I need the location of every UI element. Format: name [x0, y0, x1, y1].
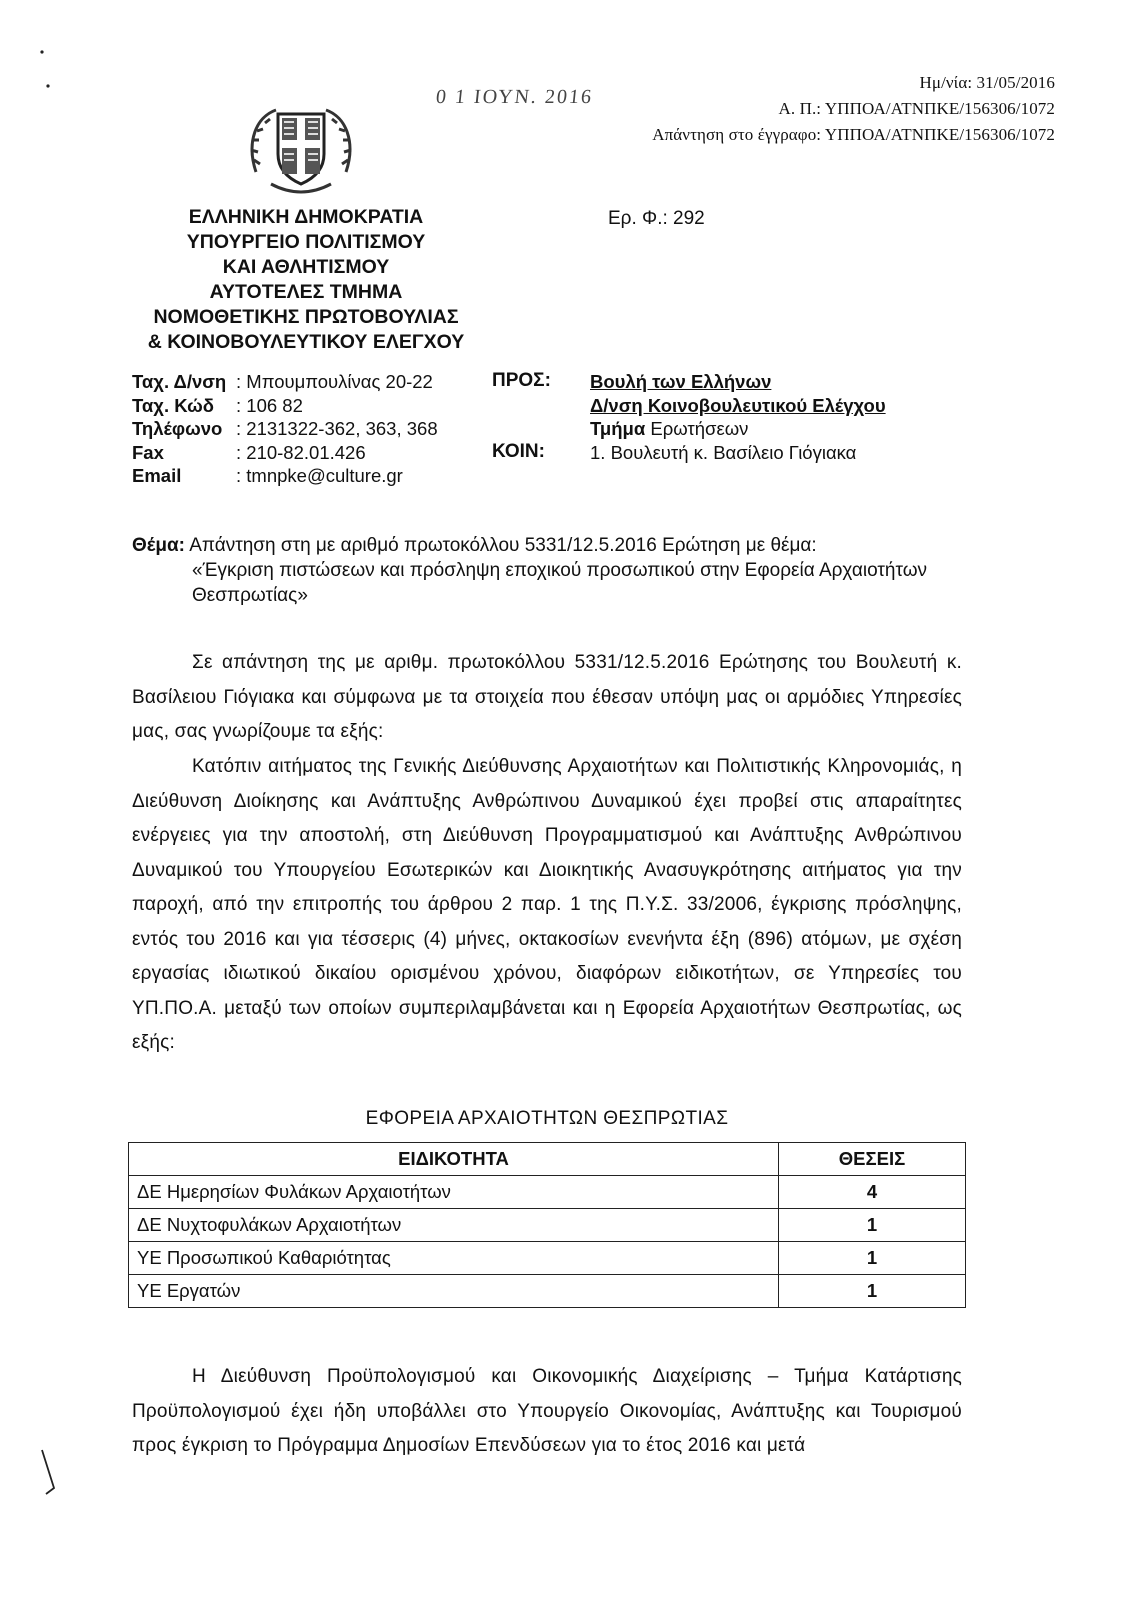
body-paragraph-1 [132, 646, 962, 750]
recipient-parliament: Βουλή των Ελλήνων [590, 371, 772, 392]
postal-code-label: Ταχ. Κώδ [132, 394, 215, 416]
address-label: Ταχ. Δ/νση [132, 371, 227, 392]
ministry-line: ΝΟΜΟΘΕΤΙΚΗΣ ΠΡΩΤΟΒΟΥΛΙΑΣ [153, 306, 459, 328]
address-value: : Μπουμπουλίνας 20-22 [236, 371, 433, 392]
subject-line-1: Απάντηση στη με αριθμό πρωτοκόλλου 5331/12.5.2016 Ερώτηση με θέμα: [184, 535, 817, 556]
ministry-line: & ΚΟΙΝΟΒΟΥΛΕΥΤΙΚΟΥ ΕΛΕΓΧΟΥ [147, 331, 465, 353]
recipients-block [590, 370, 886, 464]
ministry-line: ΕΛΛΗΝΙΚΗ ΔΗΜΟΚΡΑΤΙΑ [188, 206, 424, 228]
specialty-cell: ΔΕ Νυχτοφυλάκων Αρχαιοτήτων [129, 1209, 779, 1242]
phone-label: Τηλέφωνο [132, 418, 223, 439]
table-row [129, 1176, 966, 1209]
table-title: ΕΦΟΡΕΙΑ ΑΡΧΑΙΟΤΗΤΩΝ ΘΕΣΠΡΩΤΙΑΣ [365, 1108, 729, 1129]
fax-value: : 210-82.01.426 [236, 441, 366, 463]
table-row [129, 1242, 966, 1275]
header-positions: ΘΕΣΕΙΣ [779, 1143, 966, 1176]
specialty-cell: ΔΕ Ημερησίων Φυλάκων Αρχαιοτήτων [129, 1176, 779, 1209]
paragraph-text: Κατόπιν αιτήματος της Γενικής Διεύθυνσης Αρχαιοτήτων και Πολιτιστικής Κληρονομιάς, η Διεύθυνση Διοίκησης και Ανάπτυξης Ανθρώπινου Δυναμικού έχει προβεί στις απαραίτητες ενέργειες για την αποστολή, στη Διεύθυνση Προγραμματισμού και Ανάπτυξης Ανθρώπινου Δυναμικού του Υπουργείου Εσωτερικών και Διοικητικής Ανασυγκρότησης αιτήματος για την παροχή, από την επιτροπής του άρθρου 2 παρ. 1 της Π.Υ.Σ. 33/2006, έγκρισης πρόσληψης, εντός του 2016 και για τέσσερις (4) μήνες, οκτακοσίων ενενήντα έξη (896) ατόμων, με σχέση εργασίας ιδιωτικού δικαίου ορισμένου χρόνου, διαφόρων ειδικοτήτων, σε Υπηρεσίες του ΥΠ.ΠΟ.Α. μεταξύ των οποίων συμπεριλαμβάνεται και η Εφορεία Αρχαιοτήτων Θεσπρωτίας, ως εξής: [132, 756, 962, 1053]
ministry-header [106, 205, 506, 355]
positions-cell: 4 [779, 1176, 966, 1209]
positions-cell: 1 [779, 1242, 966, 1275]
coat-of-arms-emblem [246, 102, 356, 202]
header-specialty: ΕΙΔΙΚΟΤΗΤΑ [129, 1143, 779, 1176]
cc-label: ΚΟΙΝ: [492, 441, 545, 462]
postal-code-value: : 106 82 [236, 394, 303, 416]
recipient-directorate: Δ/νση Κοινοβουλευτικού Ελέγχου [590, 394, 886, 416]
table-row [129, 1209, 966, 1242]
table-row [129, 1275, 966, 1308]
scan-marks [38, 44, 58, 109]
subject-label: Θέμα: [132, 535, 185, 556]
positions-table [128, 1142, 966, 1308]
question-reference: Ερ. Φ.: 292 [608, 208, 705, 229]
ministry-line: ΚΑΙ ΑΘΛΗΤΙΣΜΟΥ [222, 256, 390, 278]
cc-recipient: 1. Βουλευτή κ. Βασίλειο Γιόγιακα [590, 441, 857, 463]
handwritten-margin-mark [36, 1448, 66, 1498]
contact-details [132, 370, 438, 488]
recipient-department [590, 417, 886, 441]
positions-cell: 1 [779, 1275, 966, 1308]
protocol-line: Α. Π.: ΥΠΠΟΑ/ΑΤΝΠΚΕ/156306/1072 [778, 99, 1055, 118]
subject-line-2: «Έγκριση πιστώσεων και πρόσληψη εποχικού προσωπικού στην Εφορεία Αρχαιοτήτων [192, 560, 928, 581]
ministry-line: ΑΥΤΟΤΕΛΕΣ ΤΜΗΜΑ [209, 281, 403, 303]
paragraph-text: Σε απάντηση της με αριθμ. πρωτοκόλλου 5331/12.5.2016 Ερώτησης του Βουλευτή κ. Βασίλειου Γιόγιακα και σύμφωνα με τα στοιχεία που έθεσαν υπόψη μας οι αρμόδιες Υπηρεσίες μας, σας γνωρίζουμε τα εξής: [132, 652, 962, 742]
department-label: Τμήμα [590, 418, 646, 439]
email-value: : tmnpke@culture.gr [236, 465, 403, 486]
ministry-line: ΥΠΟΥΡΓΕΙΟ ΠΟΛΙΤΙΣΜΟΥ [186, 231, 426, 253]
date-line: Ημ/νία: 31/05/2016 [919, 73, 1055, 92]
received-stamp: 0 1 ΙΟΥΝ. 2016 [434, 86, 595, 108]
subject-line-3: Θεσπρωτίας» [192, 585, 308, 606]
reference-block [652, 70, 1055, 148]
paragraph-text: Η Διεύθυνση Προϋπολογισμού και Οικονομικής Διαχείρισης – Τμήμα Κατάρτισης Προϋπολογισμού έχει ήδη υποβάλλει στο Υπουργείο Οικονομίας, Ανάπτυξης και Τουρισμού προς έγκριση το Πρόγραμμα Δημοσίων Επενδύσεων για το έτος 2016 και μετά [132, 1366, 962, 1456]
subject-block [132, 533, 1002, 608]
email-label: Email [132, 465, 182, 486]
to-label: ΠΡΟΣ: [492, 370, 551, 391]
body-paragraph-3 [132, 1360, 962, 1464]
table-header-row [129, 1143, 966, 1176]
reply-reference-line: Απάντηση στο έγγραφο: ΥΠΠΟΑ/ΑΤΝΠΚΕ/156306/1072 [652, 125, 1055, 144]
specialty-cell: ΥΕ Προσωπικού Καθαριότητας [129, 1242, 779, 1275]
specialty-cell: ΥΕ Εργατών [129, 1275, 779, 1308]
phone-value: : 2131322-362, 363, 368 [236, 418, 438, 439]
fax-label: Fax [132, 441, 164, 463]
positions-cell: 1 [779, 1209, 966, 1242]
body-paragraph-2 [132, 750, 962, 1061]
department-name: Ερωτήσεων [645, 418, 749, 439]
